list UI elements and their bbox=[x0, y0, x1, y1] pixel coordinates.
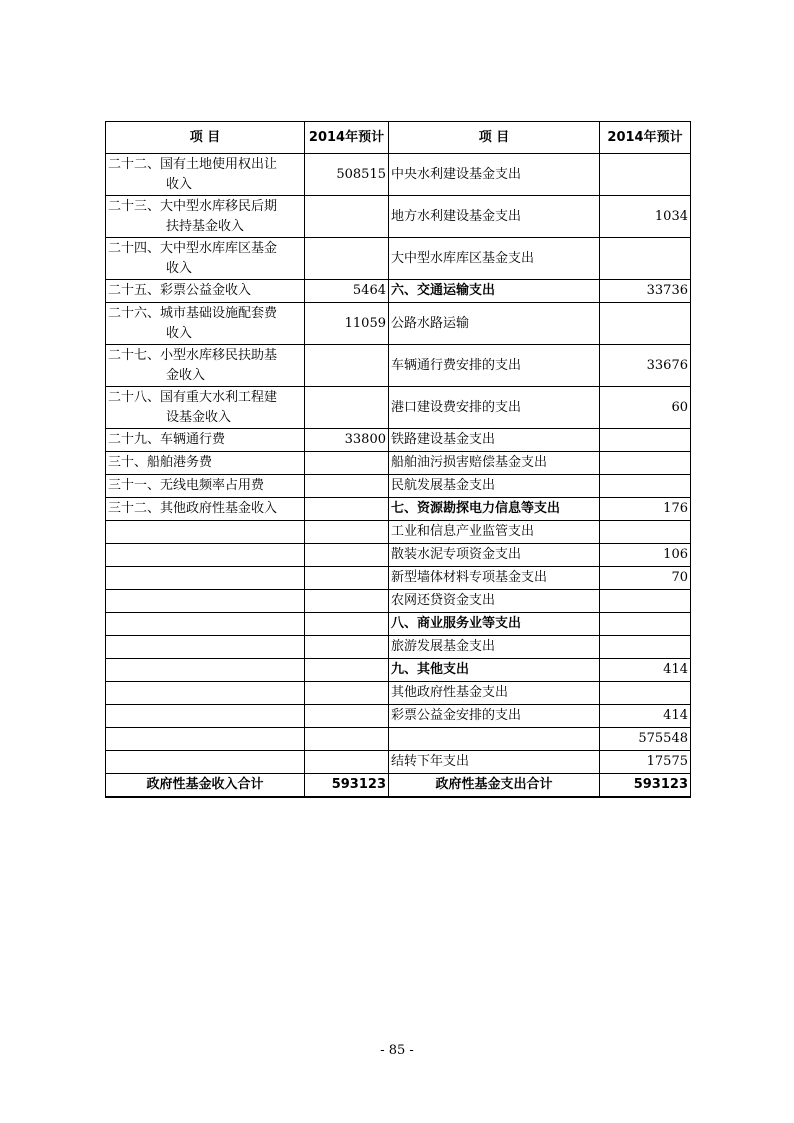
income-item-line1: 二十七、小型水库移民扶助基 bbox=[108, 347, 278, 363]
expense-value: 33676 bbox=[600, 345, 691, 387]
income-item-line2: 收入 bbox=[166, 325, 193, 341]
income-item bbox=[106, 475, 305, 498]
table-row bbox=[106, 429, 691, 452]
income-value bbox=[305, 636, 389, 659]
income-value bbox=[305, 387, 389, 429]
expense-category: 九、其他支出 bbox=[389, 659, 600, 682]
income-item-line1: 三十、船舶港务费 bbox=[108, 455, 213, 470]
income-item bbox=[106, 521, 305, 544]
header-year-left: 2014年预计 bbox=[305, 122, 389, 154]
expense-value bbox=[600, 613, 691, 636]
income-value bbox=[305, 751, 389, 774]
expense-value: 1034 bbox=[600, 196, 691, 238]
income-item bbox=[106, 154, 305, 196]
income-item bbox=[106, 636, 305, 659]
table-row bbox=[106, 636, 691, 659]
income-item bbox=[106, 387, 305, 429]
expense-value bbox=[600, 521, 691, 544]
expense-item: 散装水泥专项资金支出 bbox=[389, 544, 600, 567]
income-value: 5464 bbox=[305, 280, 389, 303]
income-item bbox=[106, 659, 305, 682]
expense-value: 17575 bbox=[600, 751, 691, 774]
total-income-value: 593123 bbox=[305, 774, 389, 797]
table-row bbox=[106, 659, 691, 682]
expense-item: 农网还贷资金支出 bbox=[389, 590, 600, 613]
table-row bbox=[106, 452, 691, 475]
income-item bbox=[106, 238, 305, 280]
income-value bbox=[305, 238, 389, 280]
income-item-line1: 二十八、国有重大水利工程建 bbox=[108, 389, 278, 405]
expense-item: 旅游发展基金支出 bbox=[389, 636, 600, 659]
income-value bbox=[305, 544, 389, 567]
income-item bbox=[106, 682, 305, 705]
expense-category: 七、资源勘探电力信息等支出 bbox=[389, 498, 600, 521]
income-item-line2: 金收入 bbox=[166, 367, 206, 383]
expense-value: 70 bbox=[600, 567, 691, 590]
expense-value bbox=[600, 429, 691, 452]
income-value bbox=[305, 728, 389, 751]
page-number: - 85 - bbox=[380, 1043, 414, 1058]
table-row bbox=[106, 303, 691, 345]
table-row bbox=[106, 567, 691, 590]
income-value bbox=[305, 452, 389, 475]
income-value bbox=[305, 345, 389, 387]
income-value bbox=[305, 475, 389, 498]
expense-value: 176 bbox=[600, 498, 691, 521]
total-expense-label: 政府性基金支出合计 bbox=[389, 774, 600, 797]
expense-item: 新型墙体材料专项基金支出 bbox=[389, 567, 600, 590]
expense-item: 民航发展基金支出 bbox=[389, 475, 600, 498]
header-item-right: 项 目 bbox=[389, 122, 600, 154]
table-row bbox=[106, 751, 691, 774]
expense-value bbox=[600, 154, 691, 196]
table-body bbox=[106, 154, 691, 774]
income-item-line1: 二十二、国有土地使用权出让 bbox=[108, 156, 278, 172]
table-row bbox=[106, 521, 691, 544]
government-fund-budget-table bbox=[105, 121, 691, 798]
table-row bbox=[106, 196, 691, 238]
income-item bbox=[106, 705, 305, 728]
income-value bbox=[305, 682, 389, 705]
expense-item: 地方水利建设基金支出 bbox=[389, 196, 600, 238]
table-header-row bbox=[106, 122, 691, 154]
income-value bbox=[305, 196, 389, 238]
income-item-line1: 三十一、无线电频率占用费 bbox=[108, 478, 265, 493]
table-row bbox=[106, 345, 691, 387]
expense-item: 船舶油污损害赔偿基金支出 bbox=[389, 452, 600, 475]
income-item-line1: 二十三、大中型水库移民后期 bbox=[108, 198, 278, 214]
expense-value: 33736 bbox=[600, 280, 691, 303]
expense-value bbox=[600, 303, 691, 345]
table-row bbox=[106, 498, 691, 521]
expense-item bbox=[389, 728, 600, 751]
income-item bbox=[106, 567, 305, 590]
expense-item: 港口建设费安排的支出 bbox=[389, 387, 600, 429]
table-row bbox=[106, 590, 691, 613]
header-year-right: 2014年预计 bbox=[600, 122, 691, 154]
expense-item: 大中型水库库区基金支出 bbox=[389, 238, 600, 280]
income-item bbox=[106, 590, 305, 613]
income-value bbox=[305, 659, 389, 682]
total-expense-value: 593123 bbox=[600, 774, 691, 797]
expense-item: 车辆通行费安排的支出 bbox=[389, 345, 600, 387]
total-income-label: 政府性基金收入合计 bbox=[106, 774, 305, 797]
expense-category: 六、交通运输支出 bbox=[389, 280, 600, 303]
income-item-line1: 三十二、其他政府性基金收入 bbox=[108, 501, 278, 516]
income-item bbox=[106, 613, 305, 636]
income-value bbox=[305, 567, 389, 590]
income-item bbox=[106, 345, 305, 387]
expense-value bbox=[600, 590, 691, 613]
table-row bbox=[106, 475, 691, 498]
income-value bbox=[305, 498, 389, 521]
expense-value bbox=[600, 475, 691, 498]
income-item-line1: 二十九、车辆通行费 bbox=[108, 432, 226, 447]
income-item bbox=[106, 280, 305, 303]
income-item-line1: 二十五、彩票公益金收入 bbox=[108, 283, 252, 298]
expense-value bbox=[600, 238, 691, 280]
table-row bbox=[106, 387, 691, 429]
expense-value: 414 bbox=[600, 659, 691, 682]
expense-item: 结转下年支出 bbox=[389, 751, 600, 774]
income-item-line2: 设基金收入 bbox=[166, 409, 232, 425]
income-value bbox=[305, 521, 389, 544]
expense-item: 工业和信息产业监管支出 bbox=[389, 521, 600, 544]
table-row bbox=[106, 705, 691, 728]
expense-value: 575548 bbox=[600, 728, 691, 751]
income-value bbox=[305, 613, 389, 636]
table-row bbox=[106, 613, 691, 636]
expense-value bbox=[600, 682, 691, 705]
income-item bbox=[106, 303, 305, 345]
income-item-line1: 二十六、城市基础设施配套费 bbox=[108, 305, 278, 321]
expense-category: 八、商业服务业等支出 bbox=[389, 613, 600, 636]
income-value: 11059 bbox=[305, 303, 389, 345]
income-value bbox=[305, 590, 389, 613]
expense-item: 铁路建设基金支出 bbox=[389, 429, 600, 452]
header-item-left: 项 目 bbox=[106, 122, 305, 154]
income-item bbox=[106, 751, 305, 774]
expense-value: 60 bbox=[600, 387, 691, 429]
expense-value: 106 bbox=[600, 544, 691, 567]
table-row bbox=[106, 280, 691, 303]
income-item-line2: 收入 bbox=[166, 176, 193, 192]
table-row bbox=[106, 544, 691, 567]
income-value: 508515 bbox=[305, 154, 389, 196]
total-row bbox=[106, 774, 691, 797]
income-item bbox=[106, 498, 305, 521]
expense-item: 中央水利建设基金支出 bbox=[389, 154, 600, 196]
expense-value bbox=[600, 452, 691, 475]
income-item bbox=[106, 196, 305, 238]
expense-item: 彩票公益金安排的支出 bbox=[389, 705, 600, 728]
expense-item: 其他政府性基金支出 bbox=[389, 682, 600, 705]
income-value bbox=[305, 705, 389, 728]
expense-value: 414 bbox=[600, 705, 691, 728]
table-row bbox=[106, 728, 691, 751]
table-row bbox=[106, 682, 691, 705]
expense-value bbox=[600, 636, 691, 659]
income-item bbox=[106, 728, 305, 751]
income-item-line1: 二十四、大中型水库库区基金 bbox=[108, 240, 278, 256]
income-item-line2: 扶持基金收入 bbox=[166, 218, 245, 234]
table-row bbox=[106, 238, 691, 280]
income-item bbox=[106, 544, 305, 567]
income-item bbox=[106, 429, 305, 452]
expense-item: 公路水路运输 bbox=[389, 303, 600, 345]
table-row bbox=[106, 154, 691, 196]
income-item bbox=[106, 452, 305, 475]
income-value: 33800 bbox=[305, 429, 389, 452]
income-item-line2: 收入 bbox=[166, 260, 193, 276]
